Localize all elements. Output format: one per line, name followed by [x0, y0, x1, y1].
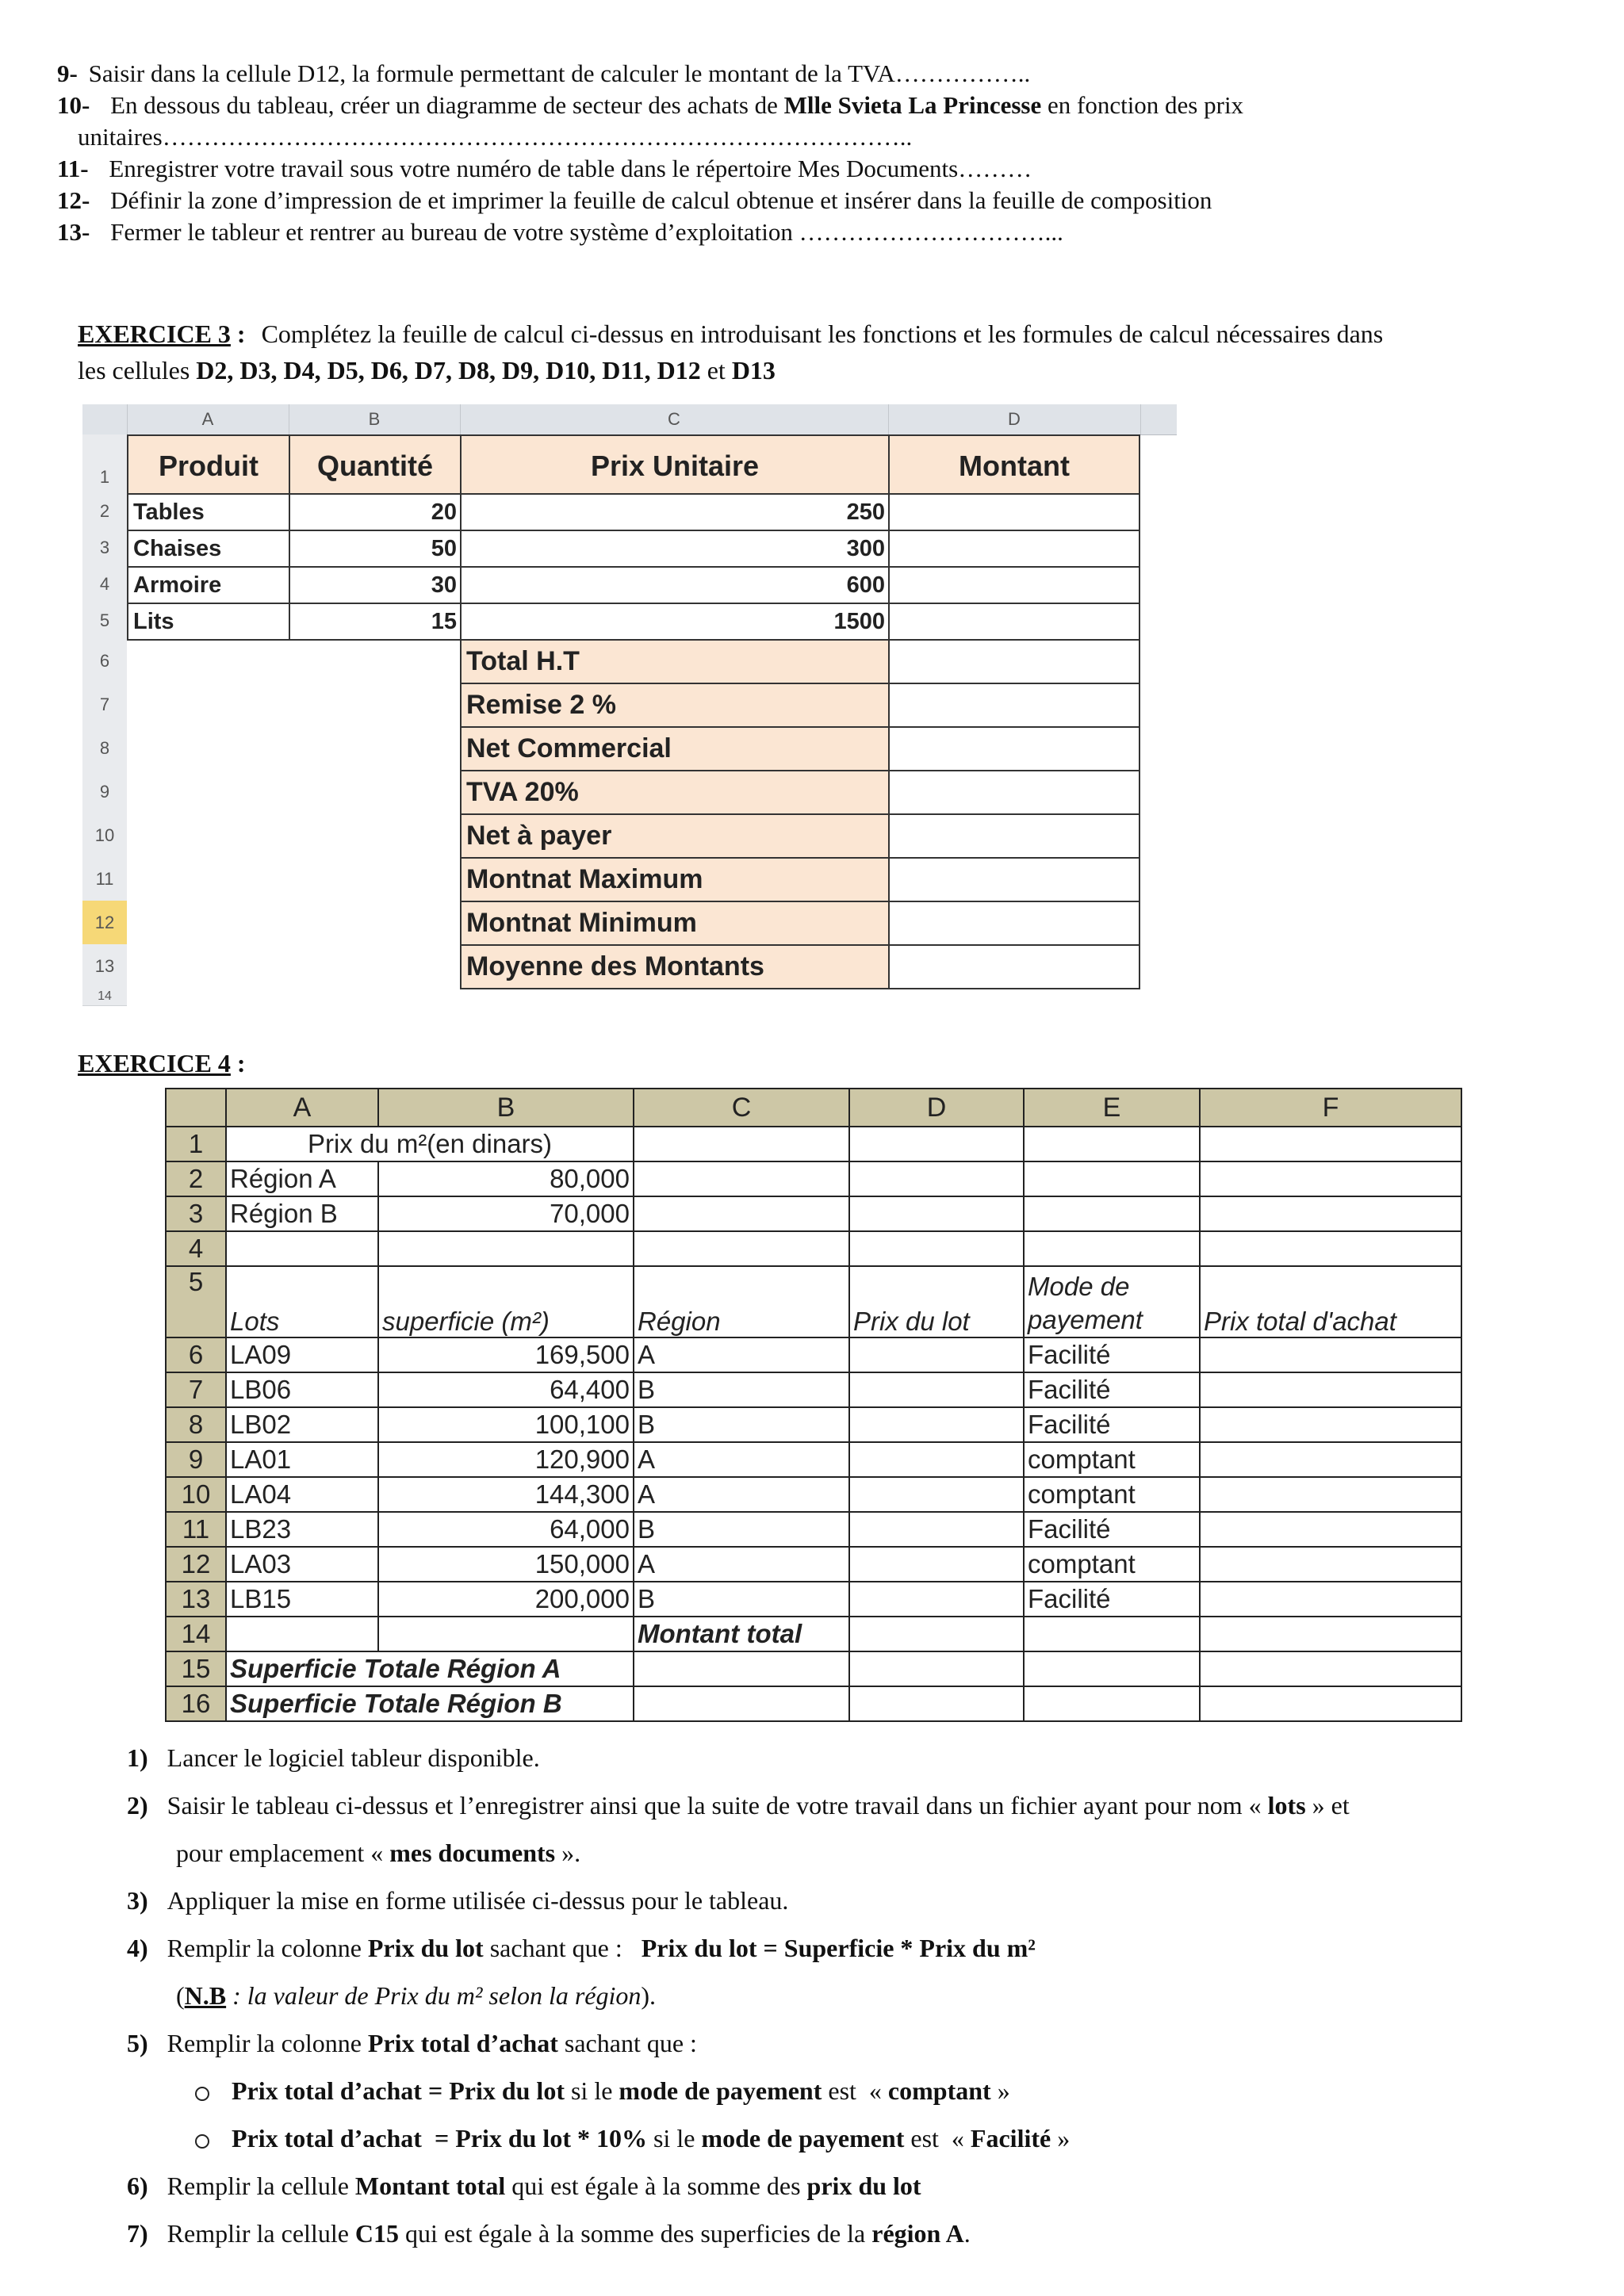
corner-cell	[82, 404, 128, 434]
value-tva[interactable]	[888, 770, 1140, 815]
task-3: 3) Appliquer la mise en forme utilisée ci-dessus pour le tableau.	[127, 1886, 789, 1915]
value-net-a-payer[interactable]	[888, 813, 1140, 859]
lot-cell[interactable]: LA04	[226, 1477, 378, 1512]
exercice-3-instruction-cells: les cellules D2, D3, D4, D5, D6, D7, D8, D9, D10, D11, D12 et D13	[78, 356, 776, 385]
region-name-cell[interactable]: Région B	[226, 1196, 378, 1231]
lot-cell[interactable]: LB02	[226, 1407, 378, 1442]
label-net-a-payer[interactable]: Net à payer	[460, 813, 890, 859]
superficie-cell[interactable]: 200,000	[378, 1582, 634, 1617]
table-row	[166, 1161, 1461, 1196]
row-header-14[interactable]: 14	[82, 988, 127, 1006]
row-header-1[interactable]: 1	[82, 434, 127, 494]
header-mode-payement[interactable]: Mode de payement	[1024, 1266, 1200, 1337]
region-cell[interactable]: A	[634, 1477, 849, 1512]
region-cell[interactable]: B	[634, 1512, 849, 1547]
exercice-4-heading: EXERCICE 4 :	[78, 1049, 246, 1077]
col-header-c[interactable]: C	[634, 1089, 849, 1127]
row-header-3[interactable]: 3	[82, 530, 127, 567]
value-net-commercial[interactable]	[888, 726, 1140, 771]
table-row	[166, 1686, 1461, 1721]
mode-cell[interactable]: Facilité	[1024, 1337, 1200, 1372]
row-header[interactable]: 5	[166, 1266, 226, 1337]
table-row	[166, 1512, 1461, 1547]
prix-total-cell[interactable]	[1200, 1407, 1461, 1442]
empty-cell[interactable]	[634, 1231, 849, 1266]
superficie-totale-b-label[interactable]: Superficie Totale Région B	[226, 1686, 634, 1721]
product-quantity[interactable]: 30	[289, 566, 462, 604]
value-montant-maximum[interactable]	[888, 857, 1140, 902]
row-header[interactable]: 1	[166, 1127, 226, 1161]
row-header[interactable]: 2	[166, 1161, 226, 1196]
empty-cell[interactable]	[849, 1161, 1024, 1196]
prix-lot-cell[interactable]	[849, 1477, 1024, 1512]
prix-lot-cell[interactable]	[849, 1547, 1024, 1582]
empty-cell[interactable]	[1200, 1196, 1461, 1231]
superficie-cell[interactable]: 150,000	[378, 1547, 634, 1582]
table-row	[166, 1337, 1461, 1372]
value-moyenne-montants[interactable]	[888, 944, 1140, 989]
region-price-cell[interactable]: 80,000	[378, 1161, 634, 1196]
label-montant-minimum[interactable]: Montnat Minimum	[460, 901, 890, 946]
item-11: 11- Enregistrer votre travail sous votre numéro de table dans le répertoire Mes Documents………	[57, 155, 1032, 182]
row-header-2[interactable]: 2	[82, 493, 127, 530]
product-quantity[interactable]: 50	[289, 530, 462, 568]
lot-cell[interactable]: LB23	[226, 1512, 378, 1547]
row-header[interactable]: 7	[166, 1372, 226, 1407]
region-cell[interactable]: B	[634, 1372, 849, 1407]
region-cell[interactable]: A	[634, 1547, 849, 1582]
product-amount[interactable]	[888, 603, 1140, 641]
exercice-4-spreadsheet	[165, 1088, 1462, 1722]
prix-total-cell[interactable]	[1200, 1337, 1461, 1372]
region-cell[interactable]: A	[634, 1442, 849, 1477]
prix-lot-cell[interactable]	[849, 1442, 1024, 1477]
value-montant-minimum[interactable]	[888, 901, 1140, 946]
prix-total-cell[interactable]	[1200, 1547, 1461, 1582]
item-13: 13- Fermer le tableur et rentrer au bureau de votre système d’exploitation …………………………...	[57, 218, 1063, 246]
montant-total-label[interactable]: Montant total	[634, 1617, 849, 1651]
task-5-case-comptant: Prix total d’achat = Prix du lot si le mode de payement est « comptant »	[232, 2076, 1010, 2105]
product-amount[interactable]	[888, 493, 1140, 531]
task-1: 1) Lancer le logiciel tableur disponible.	[127, 1743, 540, 1772]
task-4-note: (N.B : la valeur de Prix du m² selon la région).	[176, 1981, 657, 2010]
label-total-ht[interactable]: Total H.T	[460, 639, 890, 684]
table-header-row	[166, 1266, 1461, 1337]
region-price-cell[interactable]: 70,000	[378, 1196, 634, 1231]
prix-lot-cell[interactable]	[849, 1407, 1024, 1442]
product-amount[interactable]	[888, 530, 1140, 568]
exercice-3-spreadsheet	[82, 392, 1177, 1015]
mode-cell[interactable]: Facilité	[1024, 1407, 1200, 1442]
row-header-4[interactable]: 4	[82, 566, 127, 603]
value-total-ht[interactable]	[888, 639, 1140, 684]
row-header[interactable]: 3	[166, 1196, 226, 1231]
table-row	[166, 1547, 1461, 1582]
lot-cell[interactable]: LA01	[226, 1442, 378, 1477]
product-price[interactable]: 600	[460, 566, 890, 604]
item-12: 12- Définir la zone d’impression de et imprimer la feuille de calcul obtenue et insérer dans la feuille de composition	[57, 186, 1212, 214]
superficie-totale-a-value[interactable]	[634, 1651, 849, 1686]
col-header-c[interactable]: C	[460, 404, 889, 434]
task-5: 5) Remplir la colonne Prix total d’achat sachant que :	[127, 2029, 697, 2057]
superficie-cell[interactable]: 64,400	[378, 1372, 634, 1407]
col-header-d[interactable]: D	[849, 1089, 1024, 1127]
superficie-cell[interactable]: 120,900	[378, 1442, 634, 1477]
empty-cell[interactable]	[1024, 1686, 1200, 1721]
empty-cell[interactable]	[226, 1231, 378, 1266]
superficie-totale-b-value[interactable]	[634, 1686, 849, 1721]
empty-cell[interactable]	[1024, 1617, 1200, 1651]
row-header[interactable]: 12	[166, 1547, 226, 1582]
row-header-9[interactable]: 9	[82, 770, 127, 814]
prix-lot-cell[interactable]	[849, 1372, 1024, 1407]
label-montant-maximum[interactable]: Montnat Maximum	[460, 857, 890, 902]
table-row	[166, 1442, 1461, 1477]
lot-cell[interactable]: LA09	[226, 1337, 378, 1372]
row-header-12[interactable]: 12	[82, 901, 127, 945]
header-montant[interactable]: Montant	[888, 434, 1140, 495]
bullet-icon	[195, 2134, 209, 2149]
task-6: 6) Remplir la cellule Montant total qui est égale à la somme des prix du lot	[127, 2172, 921, 2200]
table-row	[166, 1231, 1461, 1266]
header-produit[interactable]: Produit	[127, 434, 290, 495]
table-row	[166, 1651, 1461, 1686]
montant-total-value[interactable]	[849, 1617, 1024, 1651]
product-quantity[interactable]: 20	[289, 493, 462, 531]
header-prix-unitaire[interactable]: Prix Unitaire	[460, 434, 890, 495]
row-header-7[interactable]: 7	[82, 683, 127, 727]
row-header[interactable]: 11	[166, 1512, 226, 1547]
header-prix-du-lot[interactable]: Prix du lot	[849, 1266, 1024, 1337]
header-prix-total[interactable]: Prix total d'achat	[1200, 1266, 1461, 1337]
table-row	[166, 1372, 1461, 1407]
col-header-a[interactable]: A	[127, 404, 289, 434]
product-price[interactable]: 250	[460, 493, 890, 531]
lot-cell[interactable]: LB06	[226, 1372, 378, 1407]
header-region[interactable]: Région	[634, 1266, 849, 1337]
superficie-cell[interactable]: 144,300	[378, 1477, 634, 1512]
region-cell[interactable]: B	[634, 1407, 849, 1442]
header-quantite[interactable]: Quantité	[289, 434, 462, 495]
bullet-icon	[195, 2087, 209, 2101]
region-cell[interactable]: B	[634, 1582, 849, 1617]
empty-cell[interactable]	[849, 1686, 1024, 1721]
task-2-continued: pour emplacement « mes documents ».	[176, 1839, 581, 1867]
empty-cell[interactable]	[849, 1231, 1024, 1266]
empty-cell[interactable]	[1200, 1686, 1461, 1721]
task-4: 4) Remplir la colonne Prix du lot sachant que : Prix du lot = Superficie * Prix du m²	[127, 1934, 1036, 1962]
exercice-3-instruction: EXERCICE 3 : Complétez la feuille de calcul ci-dessus en introduisant les fonctions et les formules de calcul nécessaires dans	[78, 320, 1384, 348]
table-row	[166, 1127, 1461, 1161]
empty-cell[interactable]	[1024, 1161, 1200, 1196]
row-header-10[interactable]: 10	[82, 813, 127, 858]
header-superficie[interactable]: superficie (m²)	[378, 1266, 634, 1337]
corner-cell	[166, 1089, 226, 1127]
table-row	[166, 1477, 1461, 1512]
product-name[interactable]: Tables	[127, 493, 290, 531]
row-header-13[interactable]: 13	[82, 944, 127, 989]
col-header-f[interactable]: F	[1200, 1089, 1461, 1127]
label-net-commercial[interactable]: Net Commercial	[460, 726, 890, 771]
product-name[interactable]: Armoire	[127, 566, 290, 604]
col-header-d[interactable]: D	[888, 404, 1141, 434]
col-header-b[interactable]: B	[289, 404, 461, 434]
item-10: 10- En dessous du tableau, créer un diagramme de secteur des achats de Mlle Svieta La Princesse en fonction des prix	[57, 91, 1244, 119]
empty-cell[interactable]	[1024, 1651, 1200, 1686]
prix-total-cell[interactable]	[1200, 1442, 1461, 1477]
product-price[interactable]: 1500	[460, 603, 890, 641]
prix-total-cell[interactable]	[1200, 1582, 1461, 1617]
product-quantity[interactable]: 15	[289, 603, 462, 641]
label-tva[interactable]: TVA 20%	[460, 770, 890, 815]
mode-cell[interactable]: Facilité	[1024, 1372, 1200, 1407]
empty-cell[interactable]	[849, 1651, 1024, 1686]
row-header-11[interactable]: 11	[82, 857, 127, 901]
empty-cell[interactable]	[378, 1617, 634, 1651]
item-9: 9- Saisir dans la cellule D12, la formule permettant de calculer le montant de la TVA……………..	[57, 59, 1031, 87]
prix-total-cell[interactable]	[1200, 1477, 1461, 1512]
product-price[interactable]: 300	[460, 530, 890, 568]
empty-cell[interactable]	[1200, 1127, 1461, 1161]
value-remise[interactable]	[888, 683, 1140, 728]
row-header[interactable]: 13	[166, 1582, 226, 1617]
task-5-case-facilite: Prix total d’achat = Prix du lot * 10% si le mode de payement est « Facilité »	[232, 2124, 1071, 2152]
superficie-totale-a-label[interactable]: Superficie Totale Région A	[226, 1651, 634, 1686]
row-header[interactable]: 4	[166, 1231, 226, 1266]
mode-cell[interactable]: Facilité	[1024, 1512, 1200, 1547]
row-header[interactable]: 14	[166, 1617, 226, 1651]
prix-lot-cell[interactable]	[849, 1512, 1024, 1547]
label-remise[interactable]: Remise 2 %	[460, 683, 890, 728]
empty-cell[interactable]	[634, 1161, 849, 1196]
product-name[interactable]: Chaises	[127, 530, 290, 568]
row-header-5[interactable]: 5	[82, 603, 127, 640]
region-cell[interactable]: A	[634, 1337, 849, 1372]
empty-cell[interactable]	[1024, 1231, 1200, 1266]
superficie-cell[interactable]: 100,100	[378, 1407, 634, 1442]
empty-cell[interactable]	[849, 1196, 1024, 1231]
empty-cell[interactable]	[378, 1231, 634, 1266]
row-header-6[interactable]: 6	[82, 639, 127, 683]
prix-lot-cell[interactable]	[849, 1582, 1024, 1617]
product-name[interactable]: Lits	[127, 603, 290, 641]
empty-cell[interactable]	[1200, 1231, 1461, 1266]
task-2: 2) Saisir le tableau ci-dessus et l’enregistrer ainsi que la suite de votre travail dans un fichier ayant pour nom « lots » et	[127, 1791, 1350, 1820]
table-row	[166, 1582, 1461, 1617]
superficie-cell[interactable]: 64,000	[378, 1512, 634, 1547]
mode-cell[interactable]: Facilité	[1024, 1582, 1200, 1617]
label-moyenne-montants[interactable]: Moyenne des Montants	[460, 944, 890, 989]
empty-cell[interactable]	[1200, 1617, 1461, 1651]
empty-cell[interactable]	[1200, 1161, 1461, 1196]
table-row	[166, 1196, 1461, 1231]
row-header[interactable]: 8	[166, 1407, 226, 1442]
empty-cell[interactable]	[634, 1196, 849, 1231]
region-name-cell[interactable]: Région A	[226, 1161, 378, 1196]
empty-cell[interactable]	[1024, 1196, 1200, 1231]
empty-cell[interactable]	[1024, 1127, 1200, 1161]
col-header-e[interactable]: E	[1024, 1089, 1200, 1127]
column-letters-row	[166, 1089, 1461, 1127]
row-header[interactable]: 15	[166, 1651, 226, 1686]
row-header[interactable]: 16	[166, 1686, 226, 1721]
item-10-continued: unitaires………………………………………………………………………………..	[78, 123, 913, 151]
mode-cell[interactable]: comptant	[1024, 1477, 1200, 1512]
row-header[interactable]: 10	[166, 1477, 226, 1512]
superficie-cell[interactable]: 169,500	[378, 1337, 634, 1372]
empty-cell[interactable]	[634, 1127, 849, 1161]
lot-cell[interactable]: LA03	[226, 1547, 378, 1582]
prix-total-cell[interactable]	[1200, 1372, 1461, 1407]
table-row	[166, 1617, 1461, 1651]
empty-cell[interactable]	[1200, 1651, 1461, 1686]
col-header-a[interactable]: A	[226, 1089, 378, 1127]
row-header[interactable]: 9	[166, 1442, 226, 1477]
empty-cell[interactable]	[226, 1617, 378, 1651]
empty-cell[interactable]	[849, 1127, 1024, 1161]
prix-total-cell[interactable]	[1200, 1512, 1461, 1547]
mode-cell[interactable]: comptant	[1024, 1442, 1200, 1477]
product-amount[interactable]	[888, 566, 1140, 604]
mode-cell[interactable]: comptant	[1024, 1547, 1200, 1582]
row-header[interactable]: 6	[166, 1337, 226, 1372]
header-lots[interactable]: Lots	[226, 1266, 378, 1337]
row-header-8[interactable]: 8	[82, 726, 127, 771]
col-header-b[interactable]: B	[378, 1089, 634, 1127]
lot-cell[interactable]: LB15	[226, 1582, 378, 1617]
price-title-cell[interactable]: Prix du m²(en dinars)	[226, 1127, 634, 1161]
task-7: 7) Remplir la cellule C15 qui est égale à la somme des superficies de la région A.	[127, 2219, 971, 2248]
table-row	[166, 1407, 1461, 1442]
prix-lot-cell[interactable]	[849, 1337, 1024, 1372]
